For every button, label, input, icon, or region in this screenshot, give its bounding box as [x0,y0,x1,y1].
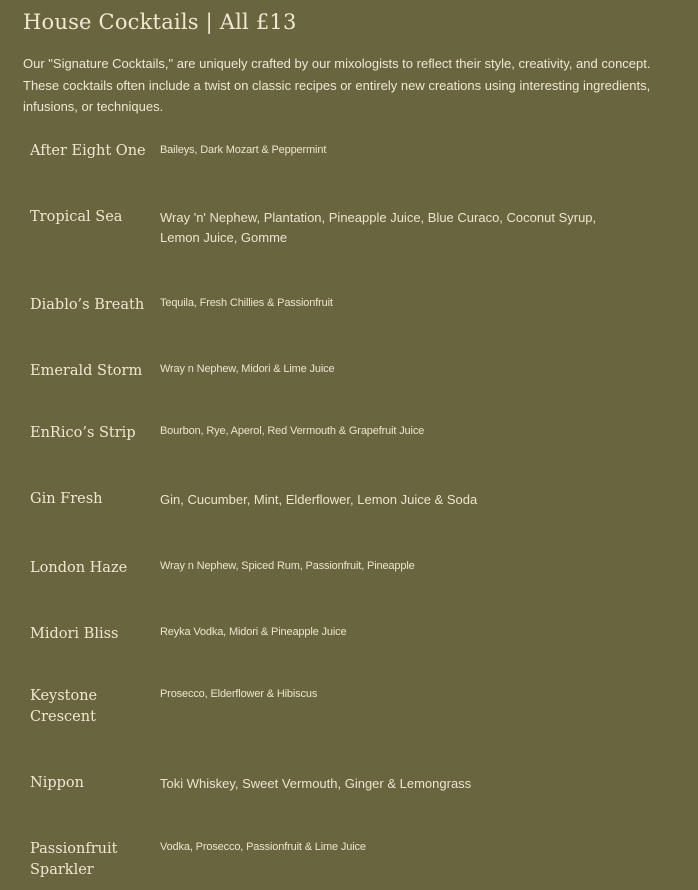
menu-section-title: House Cocktails | All £13 [23,10,297,34]
cocktail-name: Midori Bliss [30,626,119,642]
cocktail-name: After Eight One [30,143,146,159]
cocktail-ingredients: Toki Whiskey, Sweet Vermouth, Ginger & Lemongrass [160,776,472,791]
cocktail-ingredients: Gin, Cucumber, Mint, Elderflower, Lemon Juice & Soda [160,492,478,507]
cocktail-name: London Haze [30,560,128,576]
cocktail-ingredients: Wray n Nephew, Spiced Rum, Passionfruit, Pineapple [160,560,415,572]
cocktail-ingredients: Tequila, Fresh Chillies & Passionfruit [160,297,333,309]
cocktail-name: Gin Fresh [30,491,103,507]
cocktail-ingredients: Prosecco, Elderflower & Hibiscus [160,688,318,700]
cocktail-name: Passionfruit Sparkler [30,841,118,878]
cocktail-name: EnRico’s Strip [30,425,136,441]
menu-intro: Our "Signature Cocktails," are uniquely crafted by our mixologists to reflect their style, creativity, and concept. These cocktails often include a twist on classic recipes or entirely new creations using interesting ingredients, infusions, or techniques. [23,56,651,114]
cocktail-name: Diablo’s Breath [30,297,145,313]
cocktail-name: Keystone Crescent [30,688,98,725]
cocktail-ingredients: Bourbon, Rye, Aperol, Red Vermouth & Grapefruit Juice [160,425,425,437]
cocktail-name: Emerald Storm [30,363,143,379]
cocktail-ingredients: Wray n Nephew, Midori & Lime Juice [160,363,335,375]
cocktail-ingredients: Baileys, Dark Mozart & Peppermint [160,144,327,156]
cocktail-ingredients: Vodka, Prosecco, Passionfruit & Lime Juice [160,841,366,853]
cocktail-name: Tropical Sea [30,209,123,225]
cocktail-ingredients: Reyka Vodka, Midori & Pineapple Juice [160,626,347,638]
cocktail-name: Nippon [30,775,84,791]
cocktail-ingredients: Wray 'n' Nephew, Plantation, Pineapple Juice, Blue Curaco, Coconut Syrup, Lemon Juice, Gomme [160,210,597,245]
